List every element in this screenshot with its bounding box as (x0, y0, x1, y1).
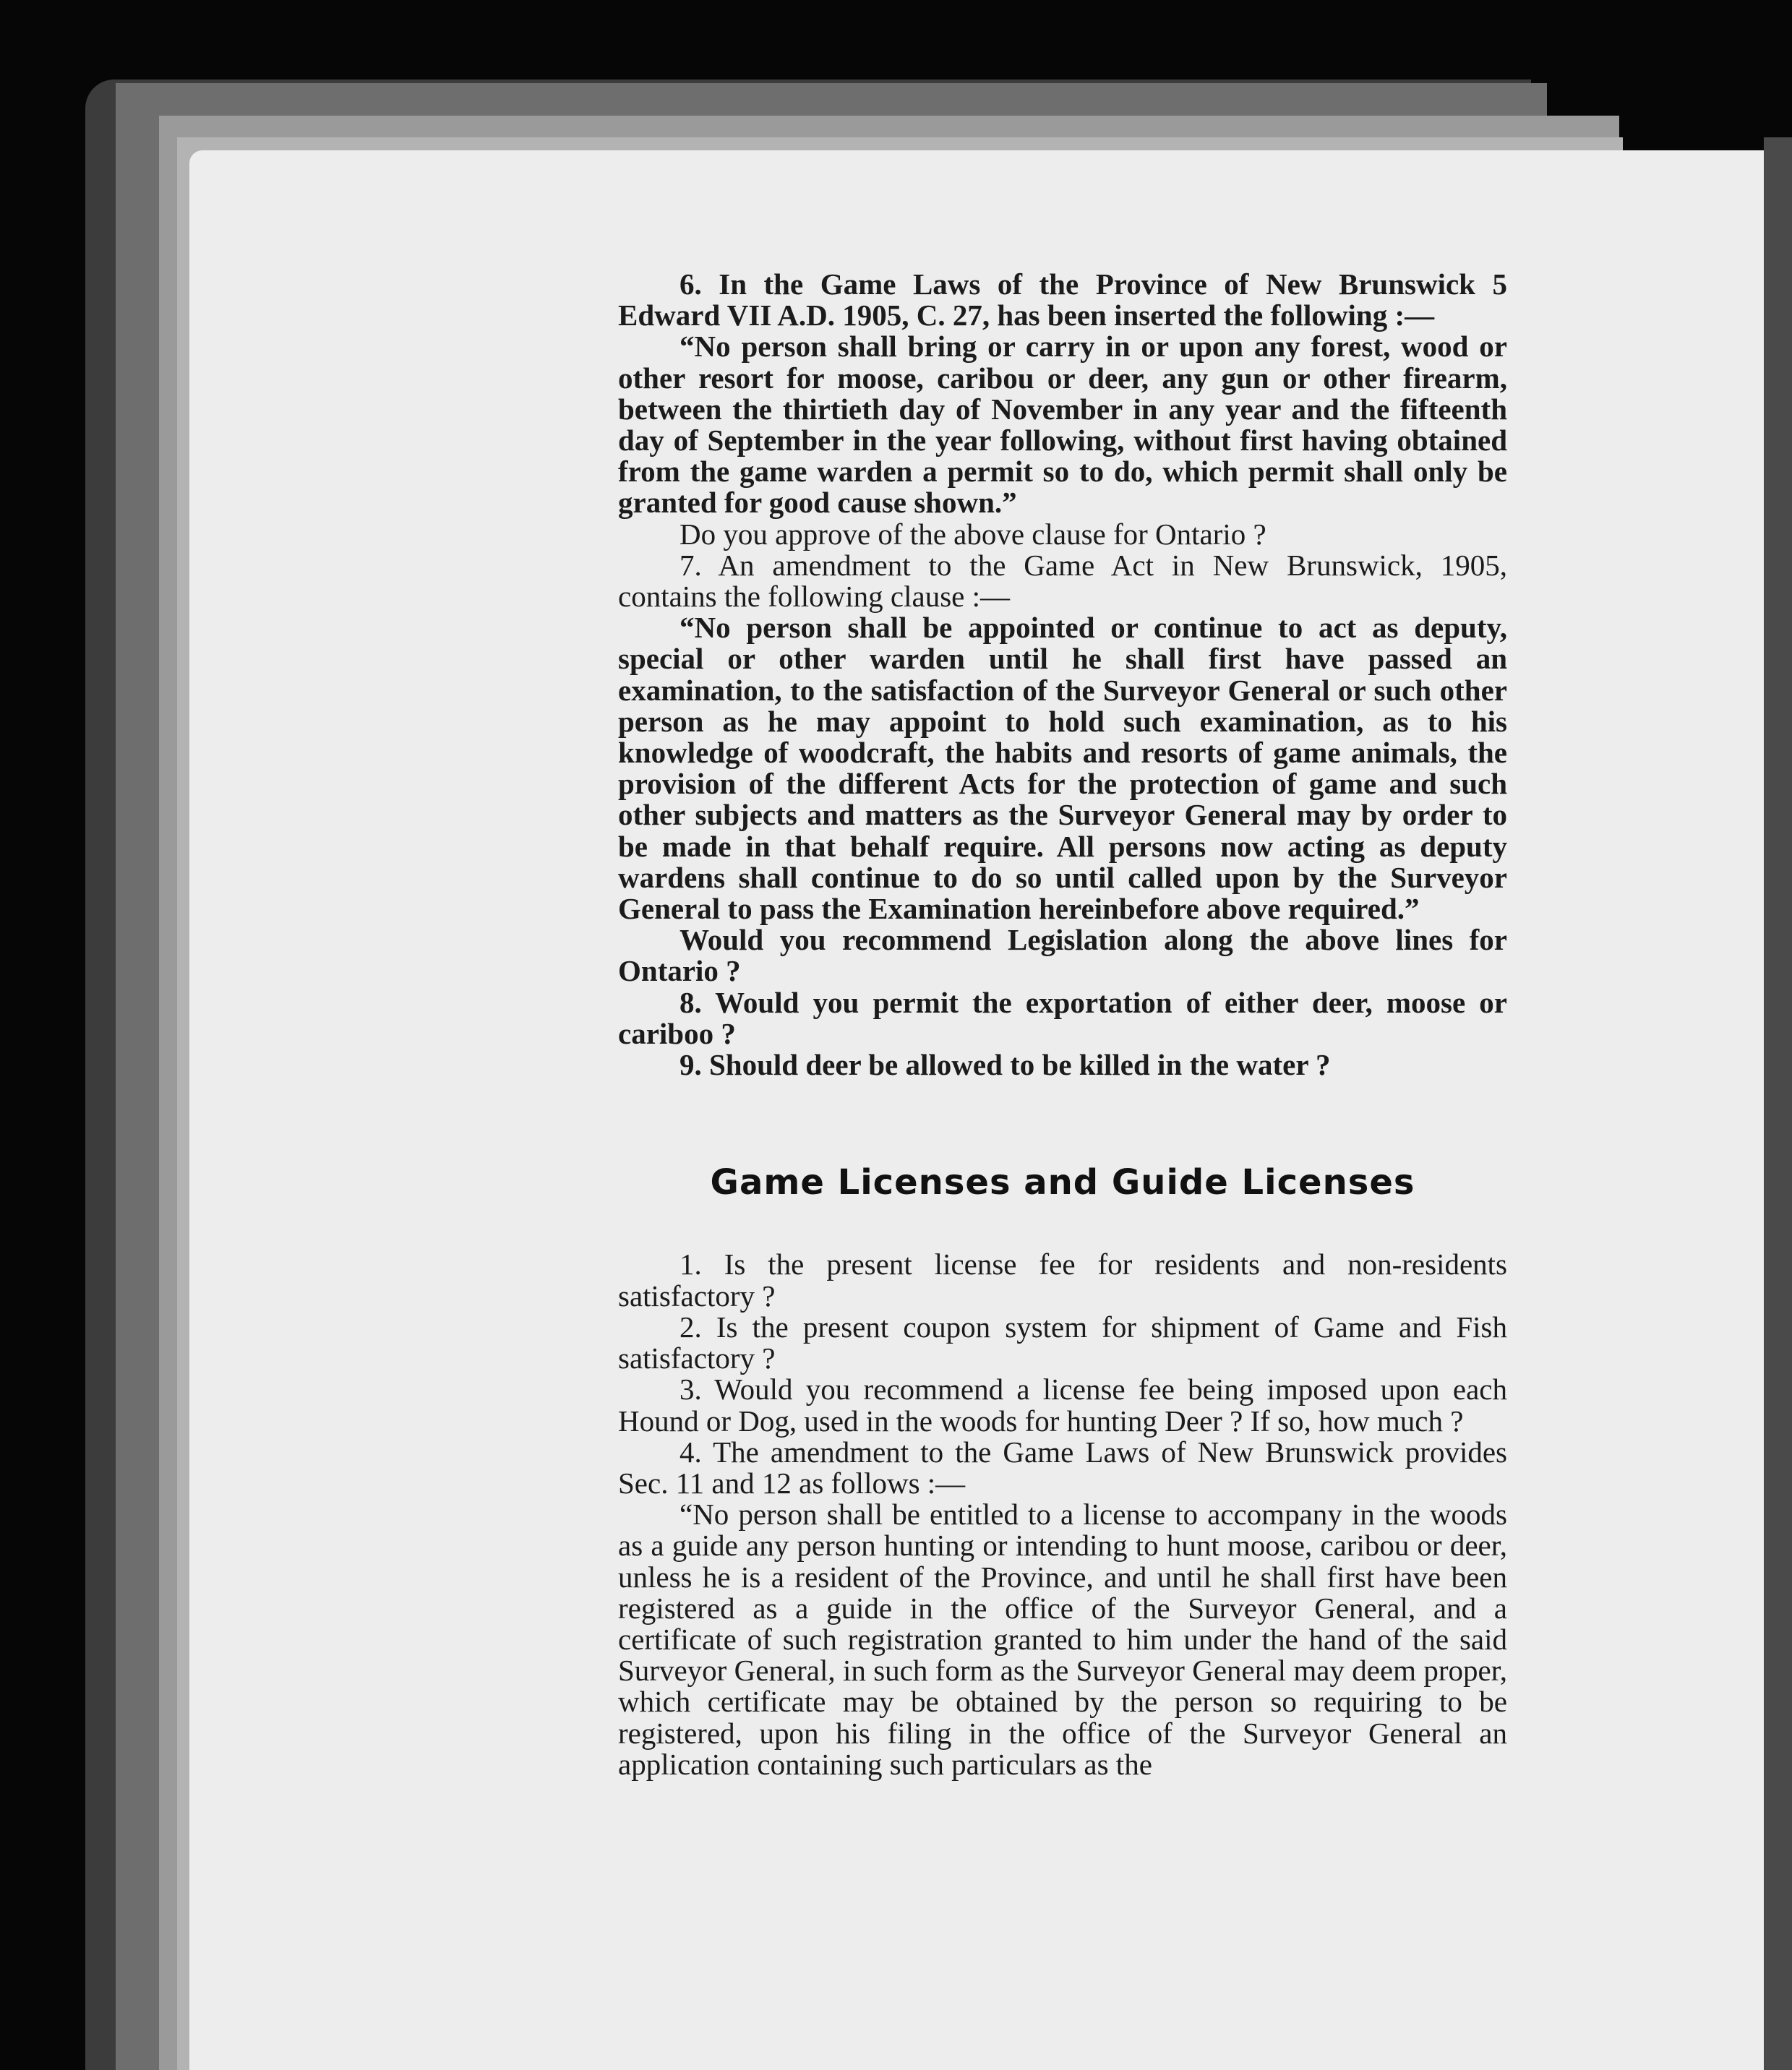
quoted-clause: “No person shall bring or carry in or upon any forest, wood or other resort for moose, caribou or deer, any gun or other firearm, between the thirtieth day of November in any year and the fifteenth day of September in the year following, without first having obtained from the game warden a permit so to do, which permit shall only be granted for good cause shown.” (618, 330, 1507, 520)
question: Do you approve of the above clause for Ontario ? (679, 517, 1266, 551)
question: 9. Should deer be allowed to be killed in the water ? (679, 1048, 1331, 1082)
quoted-clause: “No person shall be appointed or continue to act as deputy, special or other warden until he shall first have passed an examination, to the satisfaction of the Surveyor General or such other person as he may appoint to hold such examination, as to his knowledge of woodcraft, the habits and resorts of game animals, the provision of the different Acts for the protection of game and such other subjects and matters as the Surveyor General may by order to be made in that behalf require. All persons now acting as deputy wardens shall continue to do so until called upon by the Surveyor General to pass the Examination hereinbefore above required.” (618, 611, 1507, 926)
question: 8. Would you permit the exportation of either deer, moose or cariboo ? (618, 985, 1507, 1050)
paragraph: 4. The amendment to the Game Laws of New Brunswick provides Sec. 11 and 12 as follows :— (618, 1435, 1507, 1500)
question: 1. Is the present license fee for residents and non-residents satisfactory ? (618, 1247, 1507, 1313)
quoted-clause: “No person shall be entitled to a license to accompany in the woods as a guide any person hunting or intending to hunt moose, caribou or deer, unless he is a resident of the Province, and until he shall first have been registered as a guide in the office of the Surveyor General, and a certificate of such registration granted to him under the hand of the said Surveyor General, in such form as the Surveyor General may deem proper, which certificate may be obtained by the person so requiring to be registered, upon his filing in the office of the Surveyor General an application containing such particulars as the (618, 1498, 1507, 1781)
section-game-laws (618, 269, 1507, 1081)
paragraph: 6. In the Game Laws of the Province of New Brunswick 5 Edward VII A.D. 1905, C. 27, has been inserted the following :— (618, 267, 1507, 332)
page-text (618, 269, 1507, 1780)
paragraph: 7. An amendment to the Game Act in New Brunswick, 1905, contains the following clause :— (618, 548, 1507, 614)
section-heading: Game Licenses and Guide Licenses (710, 1162, 1415, 1203)
section-licenses (618, 1162, 1507, 1781)
facing-page-edge (1764, 137, 1792, 2070)
question: 2. Is the present coupon system for shipment of Game and Fish satisfactory ? (618, 1310, 1507, 1375)
question: Would you recommend Legislation along the above lines for Ontario ? (618, 923, 1507, 988)
question: 3. Would you recommend a license fee being imposed upon each Hound or Dog, used in the woods for hunting Deer ? If so, how much ? (618, 1373, 1507, 1438)
